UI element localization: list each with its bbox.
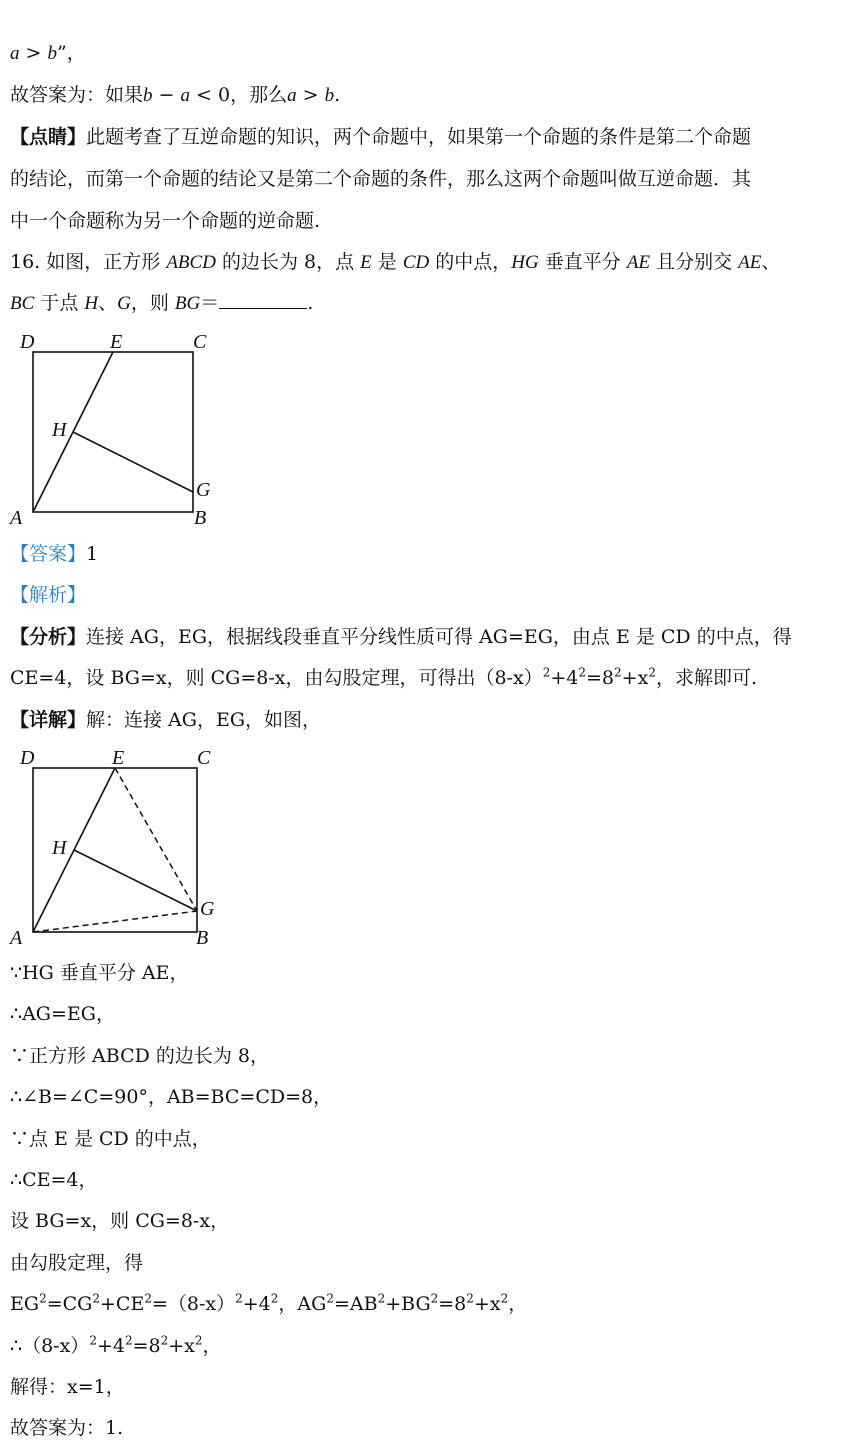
dianjing-line-1: 【点睛】此题考查了互逆命题的知识，两个命题中，如果第一个命题的条件是第二个命题 [10, 126, 752, 148]
label-d: D [20, 331, 35, 353]
step-5: ∵点 E 是 CD 的中点， [10, 1128, 211, 1150]
segment-hg [73, 432, 193, 492]
question-number: 16. [10, 251, 41, 273]
dianjing-line-2: 的结论，而第一个命题的结论又是第二个命题的条件，那么这两个命题叫做互逆命题．其 [10, 168, 752, 190]
label-c: C [193, 331, 207, 353]
segment-eg-dashed [115, 768, 197, 911]
answer-line [10, 541, 98, 567]
xiangjie-tag: 【详解】 [10, 709, 87, 731]
fenxi-line-1: 【分析】连接 AG，EG，根据线段垂直平分线性质可得 AG=EG，由点 E 是 CD 的中点，得 [10, 626, 792, 648]
label-a: A [10, 507, 23, 529]
question-line-1: 16. 如图，正方形 ABCD 的边长为 8，点 E 是 CD 的中点，HG 垂直平分 AE 且分别交 AE、 [10, 251, 781, 273]
step-4: ∴∠B=∠C=90°，AB=BC=CD=8， [10, 1086, 333, 1108]
segment-hg-2 [74, 850, 197, 911]
label-h-2: H [52, 837, 67, 859]
step-3: ∵正方形 ABCD 的边长为 8， [10, 1045, 270, 1067]
intro-line-2: 故答案为：如果b − a < 0，那么a > b. [10, 84, 341, 106]
label-e-2: E [112, 747, 125, 769]
step-7: 设 BG=x，则 CG=8-x， [10, 1210, 230, 1232]
step-2: ∴AG=EG， [10, 1003, 115, 1025]
label-h: H [52, 419, 67, 441]
label-a-2: A [10, 927, 23, 949]
label-b: B [194, 507, 207, 529]
xiangjie-line: 【详解】解：连接 AG，EG，如图， [10, 709, 322, 731]
step-11: 解得：x=1， [10, 1376, 125, 1398]
label-c-2: C [197, 747, 211, 769]
fenxi-tag: 【分析】 [10, 626, 87, 648]
figure-square-1 [8, 326, 238, 532]
answer-tag: 【答案】 [10, 543, 87, 565]
dianjing-tag: 【点睛】 [10, 126, 87, 148]
step-6: ∴CE=4， [10, 1169, 98, 1191]
label-g: G [196, 479, 211, 501]
step-12: 故答案为：1. [10, 1417, 124, 1439]
label-g-2: G [200, 898, 215, 920]
analysis-tag: 【解析】 [10, 584, 87, 606]
intro-line-1: a > b”， [10, 42, 86, 64]
step-10: $\therefore(8-x)^2+4^2=8^2+x^2$， [10, 1333, 222, 1357]
step-9: $EG^2=CG^2+CE^2=(8-x)^2+4^2$，$AG^2=AB^2+BG^2=8^2+x^2$， [10, 1291, 528, 1315]
segment-ag-dashed [33, 911, 197, 932]
step-1: ∵HG 垂直平分 AE， [10, 962, 189, 984]
label-d-2: D [20, 747, 35, 769]
question-line-2: BC 于点 H、G，则 BG＝ . [10, 292, 314, 314]
label-e: E [110, 331, 123, 353]
label-b-2: B [196, 927, 209, 949]
answer-value: 1 [86, 543, 99, 565]
answer-blank [219, 290, 307, 309]
figure-square-2 [8, 745, 238, 951]
dianjing-line-3: 中一个命题称为另一个命题的逆命题. [10, 210, 321, 232]
fenxi-line-2: CE=4，设 BG=x，则 CG=8-x，由勾股定理，可得出$(8-x)^2+4^2=8^2+x^2$，求解即可. [10, 665, 757, 689]
step-8: 由勾股定理，得 [10, 1252, 144, 1274]
